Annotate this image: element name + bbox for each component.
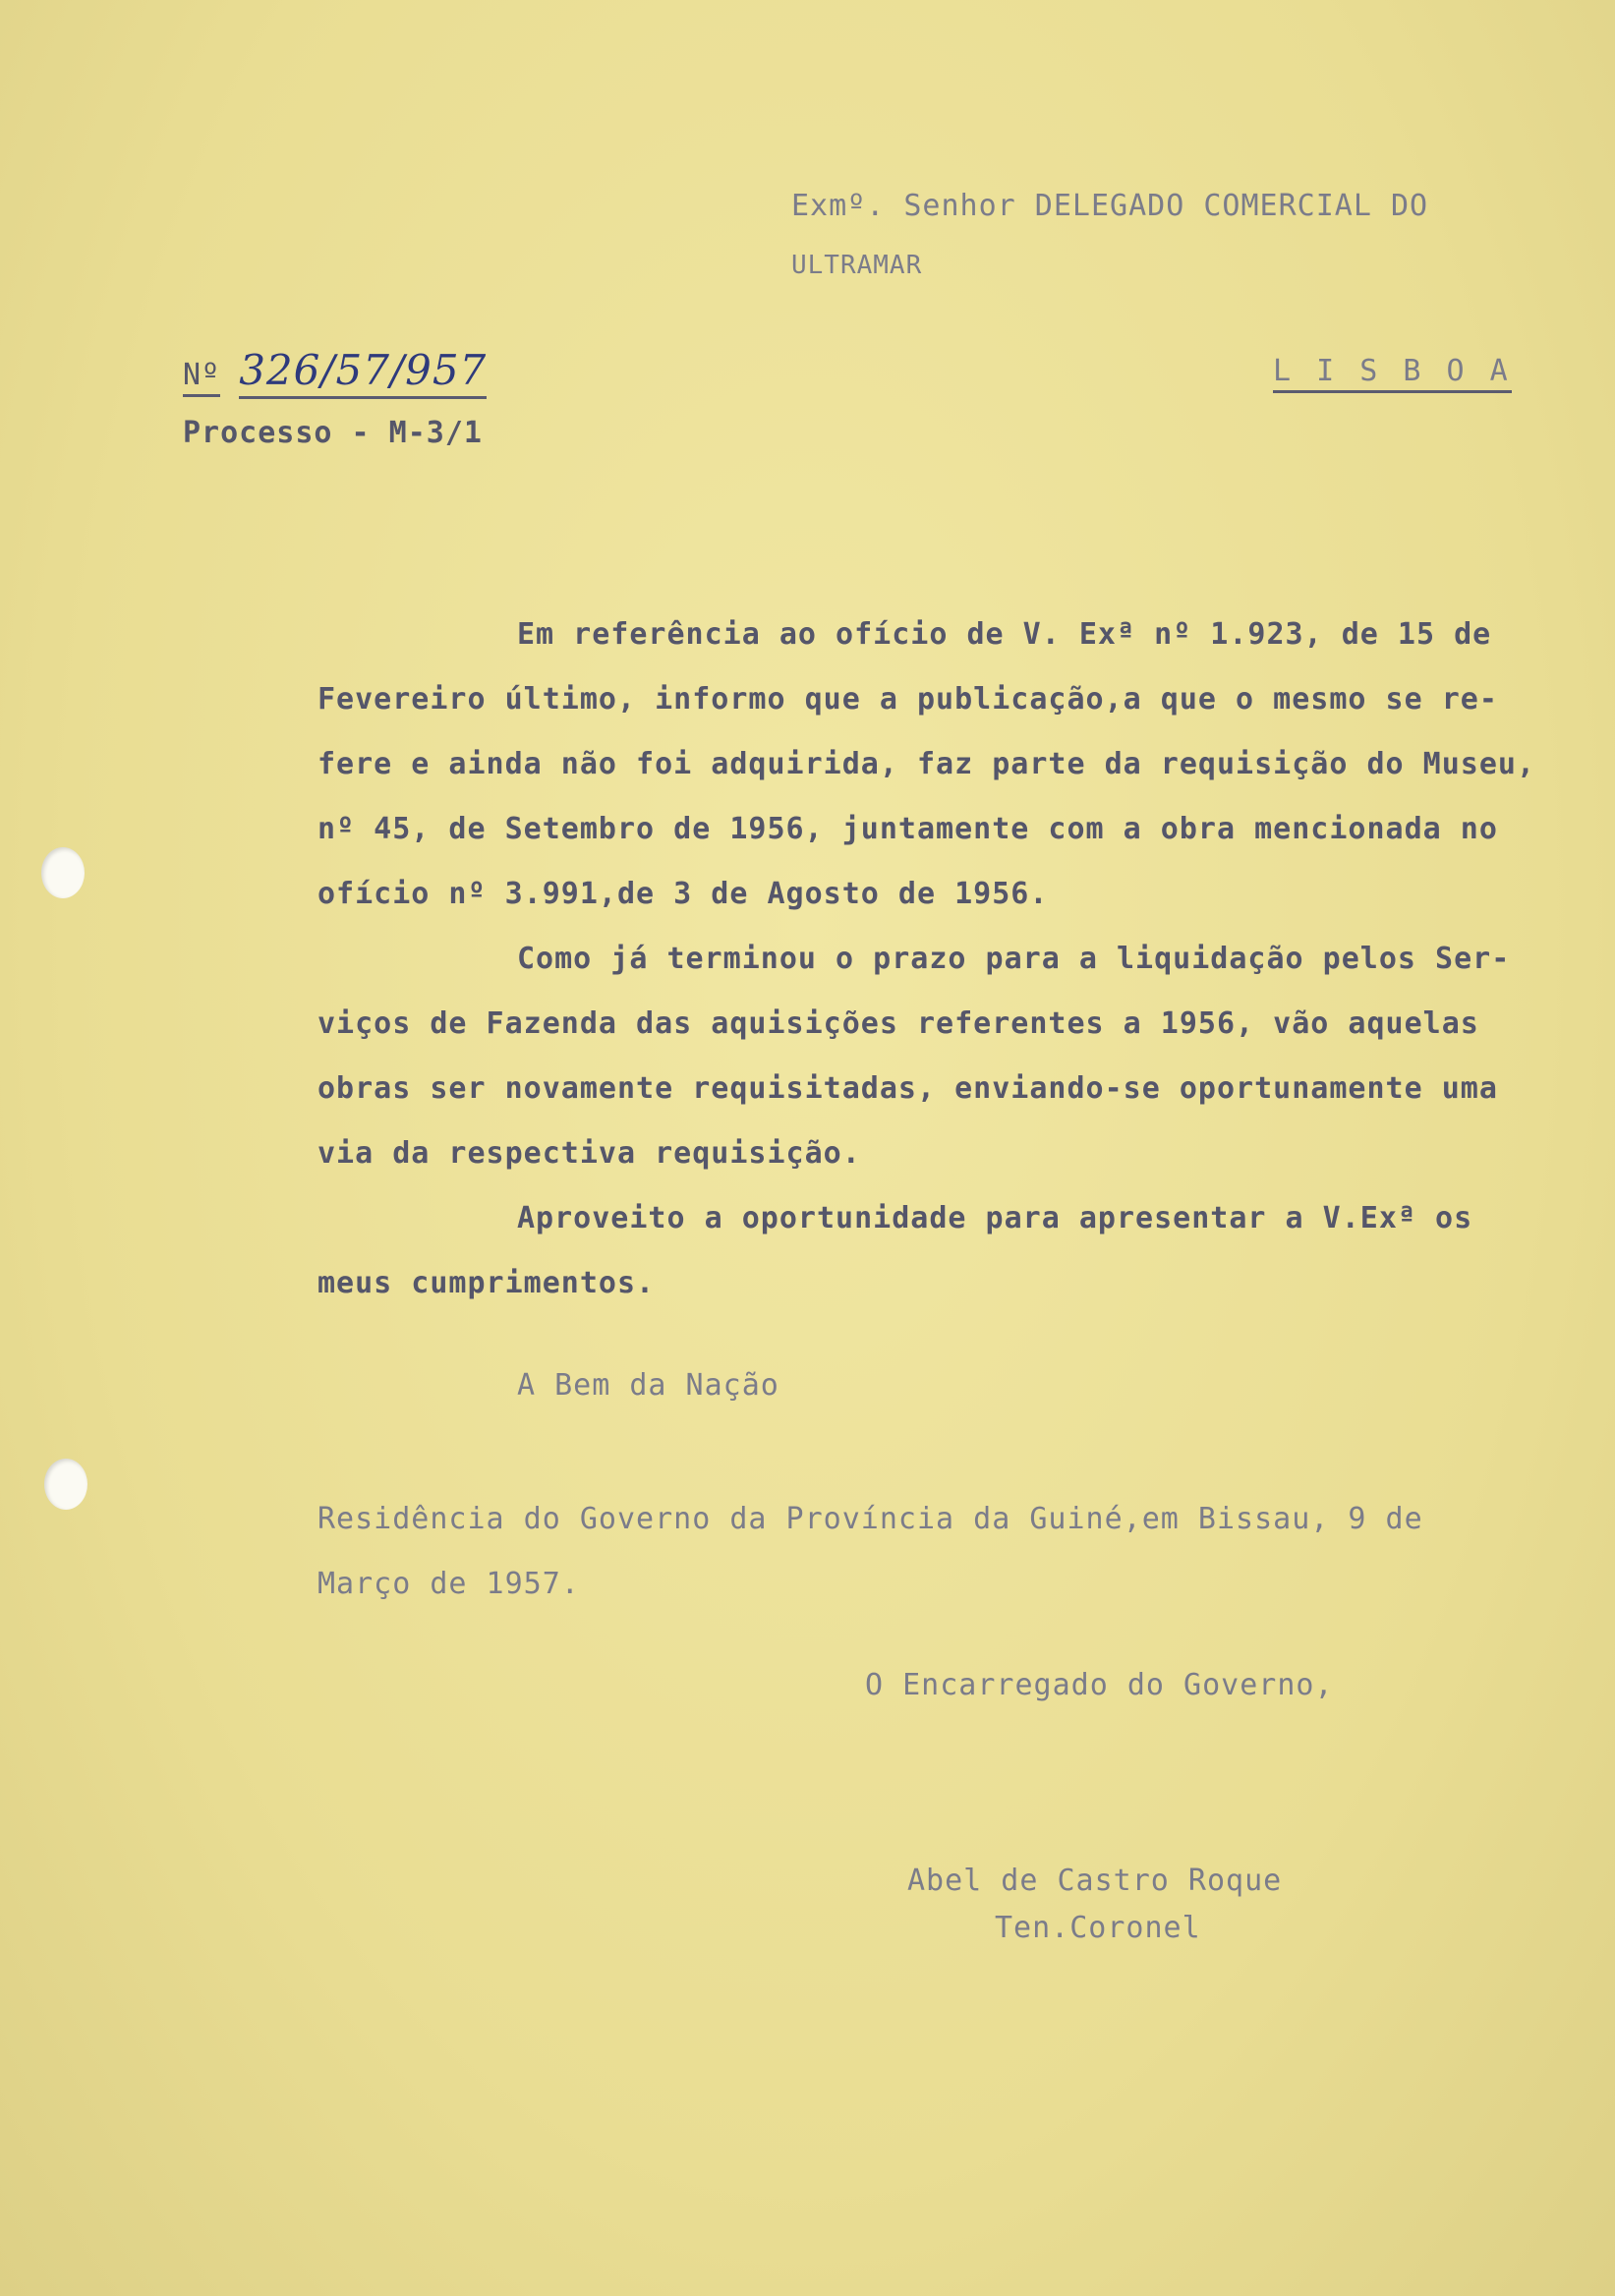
body-line: via da respectiva requisição. bbox=[317, 1136, 861, 1171]
body-line: Como já terminou o prazo para a liquidação pelos Ser- bbox=[517, 942, 1511, 976]
signer-role: O Encarregado do Governo, bbox=[865, 1668, 1334, 1702]
punch-hole-bottom bbox=[44, 1459, 87, 1510]
city-lisboa: L I S B O A bbox=[1273, 354, 1512, 393]
body-line: obras ser novamente requisitadas, enviando-se oportunamente uma bbox=[317, 1071, 1498, 1106]
body-line: Aproveito a oportunidade para apresentar a V.Exª os bbox=[517, 1201, 1473, 1235]
body-line: nº 45, de Setembro de 1956, juntamente com a obra mencionada no bbox=[317, 812, 1498, 846]
body-line: Fevereiro último, informo que a publicação,a que o mesmo se re- bbox=[317, 682, 1498, 717]
salutation: A Bem da Nação bbox=[517, 1368, 779, 1403]
reference-number bbox=[183, 346, 487, 394]
place-date-line-2: Março de 1957. bbox=[317, 1567, 580, 1601]
place-date-line-1: Residência do Governo da Província da Guiné,em Bissau, 9 de bbox=[317, 1502, 1423, 1536]
addressee-line-2: ULTRAMAR bbox=[791, 251, 923, 280]
body-line: ofício nº 3.991,de 3 de Agosto de 1956. bbox=[317, 877, 1049, 911]
body-line: viços de Fazenda das aquisições referentes a 1956, vão aquelas bbox=[317, 1006, 1479, 1041]
body-line: Em referência ao ofício de V. Exª nº 1.923, de 15 de bbox=[517, 617, 1492, 652]
process-number: Processo - M-3/1 bbox=[183, 416, 483, 450]
reference-prefix: Nº bbox=[183, 358, 220, 397]
signer-name: Abel de Castro Roque bbox=[907, 1864, 1283, 1898]
signer-rank: Ten.Coronel bbox=[995, 1911, 1201, 1945]
addressee-line-1: Exmº. Senhor DELEGADO COMERCIAL DO bbox=[791, 189, 1429, 223]
punch-hole-top bbox=[41, 847, 85, 898]
body-line: fere e ainda não foi adquirida, faz parte da requisição do Museu, bbox=[317, 747, 1535, 781]
body-line: meus cumprimentos. bbox=[317, 1266, 656, 1300]
reference-handwritten: 326/57/957 bbox=[239, 346, 487, 399]
